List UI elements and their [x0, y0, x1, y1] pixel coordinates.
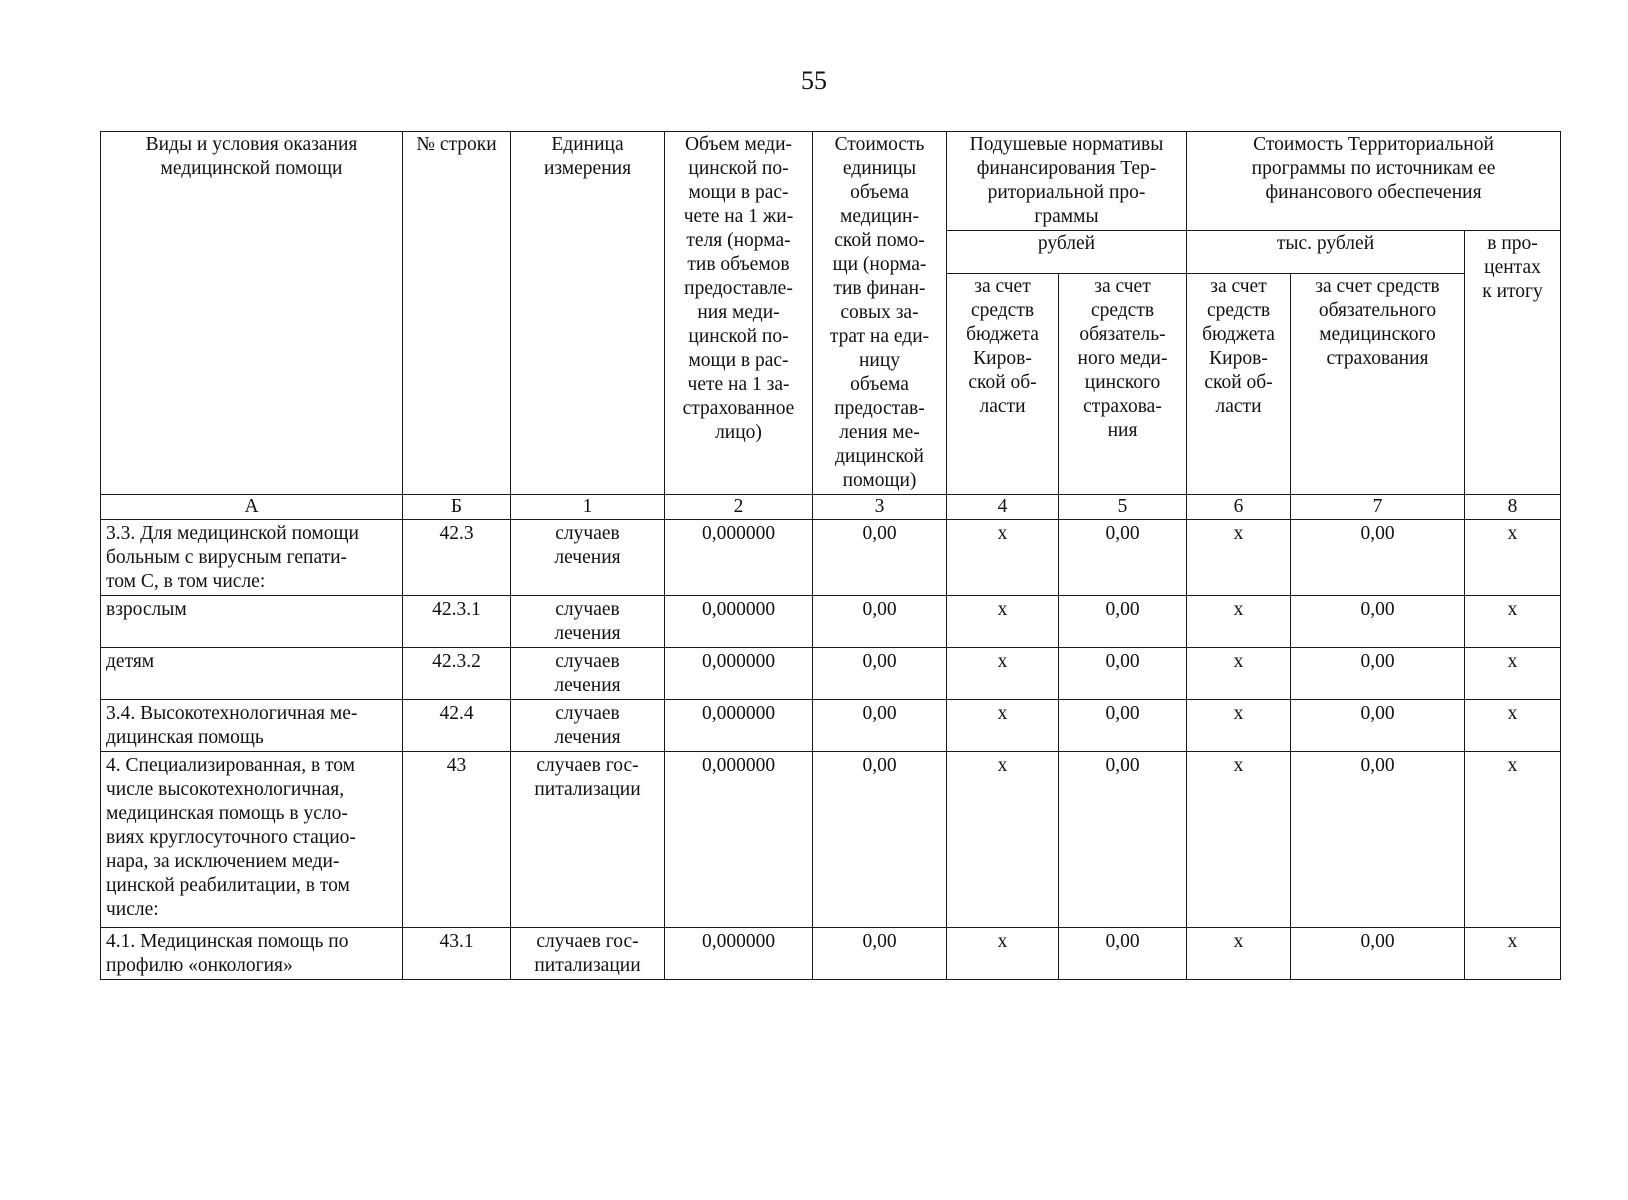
column-index-cell: 5 [1059, 495, 1187, 520]
row-unit: случаев лечения [511, 700, 665, 752]
row-unit-cost: 0,00 [813, 752, 947, 928]
row-unit: случаев лечения [511, 648, 665, 700]
row-cost-oms: 0,00 [1291, 648, 1465, 700]
row-volume: 0,000000 [665, 700, 813, 752]
row-percent: х [1465, 648, 1561, 700]
header-unit-cost: Стоимость единицы объема медицин- ской помо- щи (норма- тив финан- совых за- трат на еди- ницу объема предостав- ления ме- дицинской помощи) [813, 132, 947, 495]
row-unit: случаев гос- питализации [511, 928, 665, 980]
row-per-capita-budget: х [947, 648, 1059, 700]
row-per-capita-budget: х [947, 596, 1059, 648]
table-row [101, 752, 1561, 928]
header-cost-budget: за счет средств бюджета Киров- ской об- ласти [1187, 274, 1291, 495]
header-percent-total: в про- центах к итогу [1465, 231, 1561, 495]
header-unit-thousand-rubles: тыс. рублей [1187, 231, 1465, 274]
row-name: 3.3. Для медицинской помощи больным с вирусным гепати- том С, в том числе: [101, 520, 403, 596]
row-cost-oms: 0,00 [1291, 752, 1465, 928]
header-per-capita-oms: за счет средств обязатель- ного меди- цинского страхова- ния [1059, 274, 1187, 495]
row-volume: 0,000000 [665, 648, 813, 700]
row-volume: 0,000000 [665, 928, 813, 980]
financing-table [100, 131, 1561, 980]
row-cost-budget: х [1187, 520, 1291, 596]
row-volume: 0,000000 [665, 596, 813, 648]
row-per-capita-oms: 0,00 [1059, 596, 1187, 648]
row-name: 4.1. Медицинская помощь по профилю «онкология» [101, 928, 403, 980]
header-per-capita-budget: за счет средств бюджета Киров- ской об- ласти [947, 274, 1059, 495]
header-row-1 [101, 132, 1561, 231]
row-line-number: 42.3 [403, 520, 511, 596]
row-per-capita-budget: х [947, 752, 1059, 928]
row-unit: случаев гос- питализации [511, 752, 665, 928]
table-row [101, 928, 1561, 980]
table-row [101, 596, 1561, 648]
column-index-row [101, 495, 1561, 520]
row-unit-cost: 0,00 [813, 520, 947, 596]
row-name: 3.4. Высокотехнологичная ме- дицинская помощь [101, 700, 403, 752]
row-name: 4. Специализированная, в том числе высокотехнологичная, медицинская помощь в усло- виях круглосуточного стацио- нара, за исключением меди- цинской реабилитации, в том числе: [101, 752, 403, 928]
column-index-cell: А [101, 495, 403, 520]
page-number: 55 [801, 66, 827, 95]
row-cost-budget: х [1187, 752, 1291, 928]
header-per-capita-group: Подушевые нормативы финансирования Тер- риториальной про- граммы [947, 132, 1187, 231]
row-percent: х [1465, 700, 1561, 752]
row-percent: х [1465, 596, 1561, 648]
row-per-capita-budget: х [947, 700, 1059, 752]
header-line-number: № строки [403, 132, 511, 495]
row-unit: случаев лечения [511, 596, 665, 648]
row-cost-oms: 0,00 [1291, 928, 1465, 980]
row-name: детям [101, 648, 403, 700]
row-line-number: 42.3.1 [403, 596, 511, 648]
table-row [101, 700, 1561, 752]
row-volume: 0,000000 [665, 752, 813, 928]
row-per-capita-budget: х [947, 928, 1059, 980]
column-index-cell: 8 [1465, 495, 1561, 520]
header-kinds-conditions: Виды и условия оказания медицинской помощи [101, 132, 403, 495]
column-index-cell: 1 [511, 495, 665, 520]
table-row [101, 520, 1561, 596]
table-row [101, 648, 1561, 700]
header-unit-rubles: рублей [947, 231, 1187, 274]
row-per-capita-oms: 0,00 [1059, 700, 1187, 752]
column-index-cell: 7 [1291, 495, 1465, 520]
row-percent: х [1465, 752, 1561, 928]
row-unit-cost: 0,00 [813, 648, 947, 700]
row-per-capita-budget: х [947, 520, 1059, 596]
row-unit-cost: 0,00 [813, 700, 947, 752]
row-percent: х [1465, 520, 1561, 596]
row-per-capita-oms: 0,00 [1059, 928, 1187, 980]
column-index-cell: 3 [813, 495, 947, 520]
row-volume: 0,000000 [665, 520, 813, 596]
header-volume: Объем меди- цинской по- мощи в рас- чете на 1 жи- теля (норма- тив объемов предоставле- ния меди- цинской по- мощи в рас- чете на 1 за- страхованное лицо) [665, 132, 813, 495]
row-cost-oms: 0,00 [1291, 596, 1465, 648]
header-unit: Единица измерения [511, 132, 665, 495]
column-index-cell: 2 [665, 495, 813, 520]
row-cost-oms: 0,00 [1291, 700, 1465, 752]
header-cost-oms: за счет средств обязательного медицинского страхования [1291, 274, 1465, 495]
row-line-number: 42.4 [403, 700, 511, 752]
row-per-capita-oms: 0,00 [1059, 648, 1187, 700]
column-index-cell: 4 [947, 495, 1059, 520]
row-unit-cost: 0,00 [813, 596, 947, 648]
row-unit: случаев лечения [511, 520, 665, 596]
row-per-capita-oms: 0,00 [1059, 752, 1187, 928]
row-cost-budget: х [1187, 928, 1291, 980]
column-index-cell: 6 [1187, 495, 1291, 520]
row-line-number: 42.3.2 [403, 648, 511, 700]
row-cost-budget: х [1187, 596, 1291, 648]
row-line-number: 43.1 [403, 928, 511, 980]
row-line-number: 43 [403, 752, 511, 928]
row-cost-oms: 0,00 [1291, 520, 1465, 596]
row-percent: х [1465, 928, 1561, 980]
column-index-cell: Б [403, 495, 511, 520]
row-per-capita-oms: 0,00 [1059, 520, 1187, 596]
row-cost-budget: х [1187, 648, 1291, 700]
row-name: взрослым [101, 596, 403, 648]
row-unit-cost: 0,00 [813, 928, 947, 980]
row-cost-budget: х [1187, 700, 1291, 752]
header-program-cost-group: Стоимость Территориальной программы по источникам ее финансового обеспечения [1187, 132, 1561, 231]
